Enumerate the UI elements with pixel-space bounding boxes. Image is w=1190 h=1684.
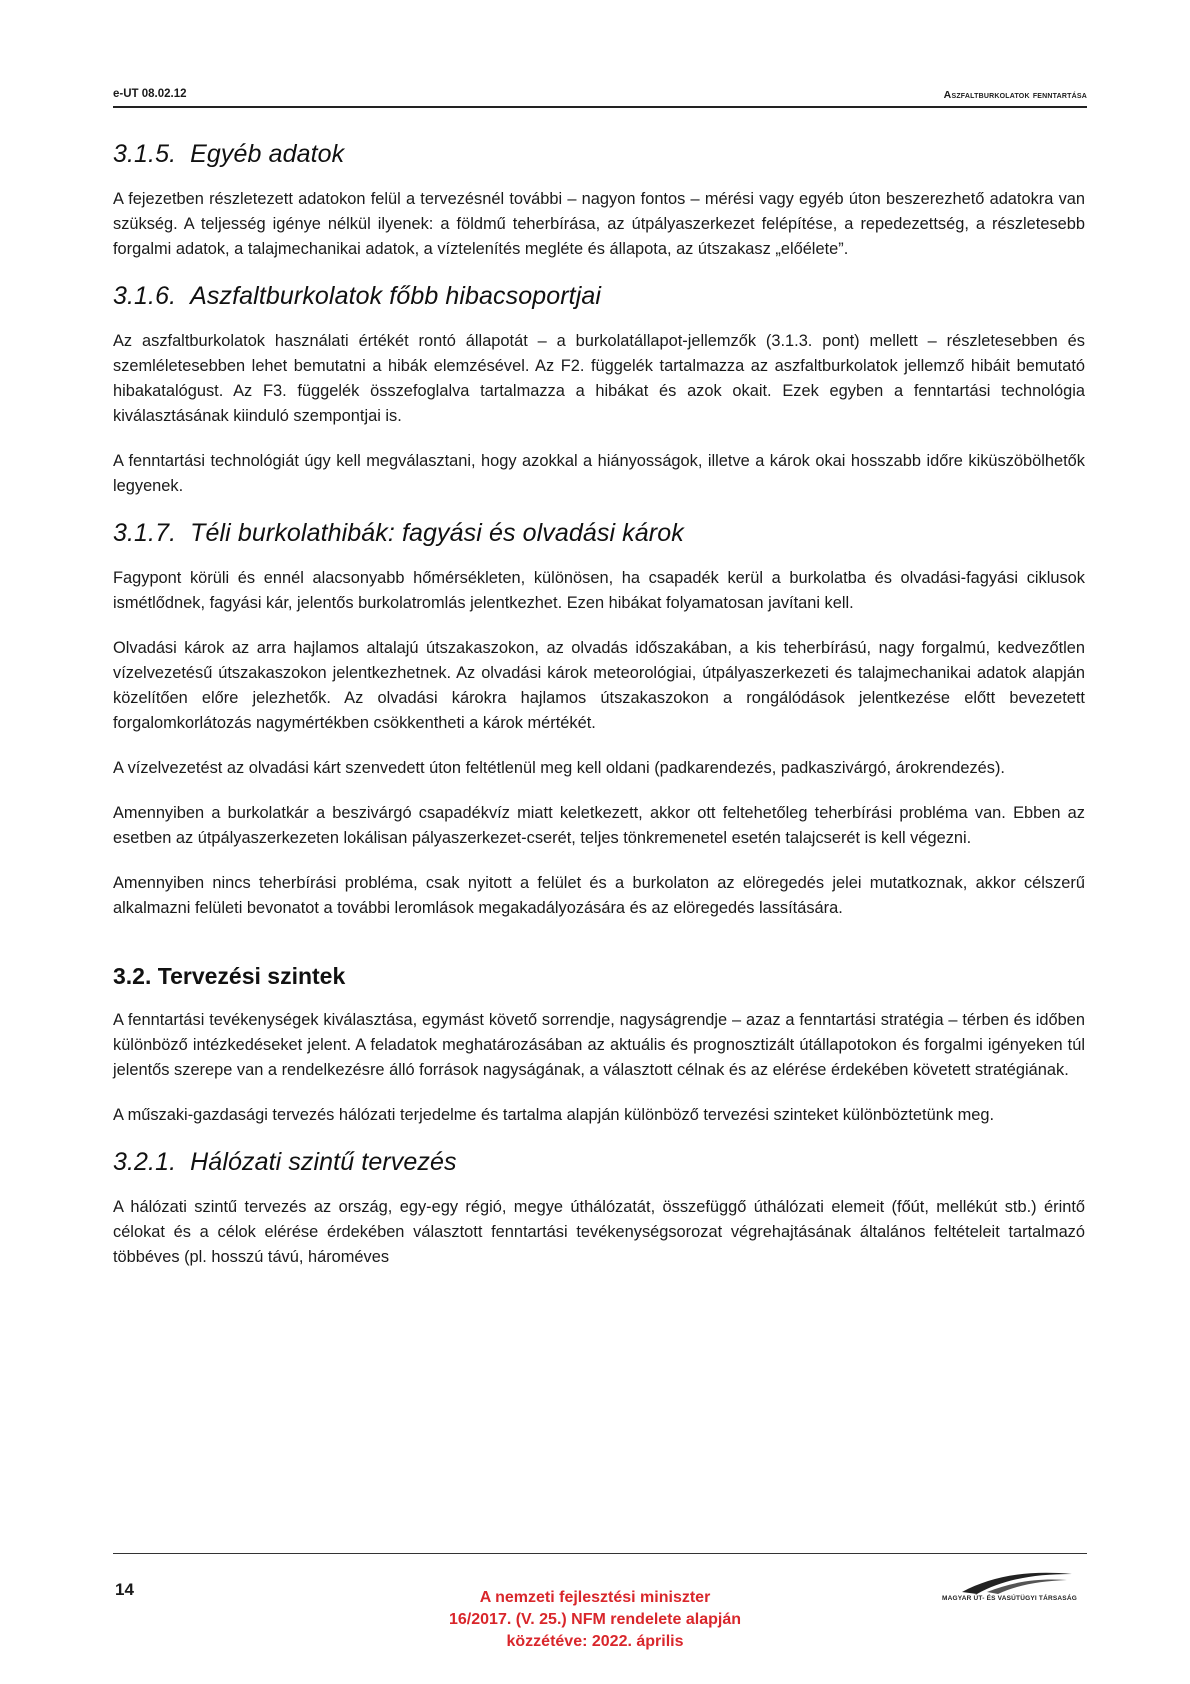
paragraph: Amennyiben nincs teherbírási probléma, csak nyitott a felület és a burkolaton az elöregedés jelei mutatkoznak, akkor célszerű alkalmazni felületi bevonatot a további leromlások megakadályozására és az elöregedés lassítására.: [113, 874, 1085, 917]
heading-3-1-7: [113, 519, 1085, 548]
running-title: Aszfaltburkolatok fenntartása: [943, 89, 1087, 101]
heading-title: Hálózati szintű tervezés: [190, 1148, 457, 1176]
footer-divider: [113, 1553, 1087, 1554]
publication-notice: [360, 1587, 830, 1653]
heading-3-2: 3.2. Tervezési szintek: [113, 963, 346, 989]
notice-line: közzétéve: 2022. április: [506, 1633, 684, 1650]
paragraph: A hálózati szintű tervezés az ország, egy-egy régió, megye úthálózatát, összefüggő úthálózati elemeit (főút, mellékút stb.) érintő célokat és a célok elérése érdekében választott fenntartási tevékenységsorozat végrehajtásának általános feltételeit tartalmazó többéves (pl. hosszú távú, hároméves: [113, 1198, 1085, 1266]
page-content: [113, 140, 1085, 1290]
heading-3-2-1: [113, 1148, 1085, 1177]
paragraph: Fagypont körüli és ennél alacsonyabb hőmérsékleten, különösen, ha csapadék kerül a burkolatba és olvadási-fagyási ciklusok ismétlődnek, fagyási kár, jelentős burkolatromlás jelentkezhet. Ezen hibákat folyamatosan javítani kell.: [113, 569, 1085, 612]
paragraph: Az aszfaltburkolatok használati értékét rontó állapotát – a burkolatállapot-jellemzők (3.1.3. pont) mellett – részletesebben és szemléletesebben lehet bemutatni a hibák elemzésével. Az F2. függelék tartalmazza az aszfaltburkolatok jellemző hibáit bemutató hibakatalógust. Az F3. függelék összefoglalva tartalmazza a hibákat és azok okait. Ezek egyben a fenntartási technológia kiválasztásának kiinduló szempontjai is.: [113, 332, 1085, 425]
notice-line: A nemzeti fejlesztési miniszter: [479, 1589, 711, 1606]
heading-title: Téli burkolathibák: fagyási és olvadási károk: [190, 519, 684, 547]
notice-line: 16/2017. (V. 25.) NFM rendelete alapján: [449, 1611, 741, 1628]
society-logo: [932, 1568, 1087, 1608]
paragraph: A fenntartási technológiát úgy kell megválasztani, hogy azokkal a hiányosságok, illetve a károk okai hosszabb időre kiküszöbölhetők legyenek.: [113, 452, 1085, 495]
paragraph: A fenntartási tevékenységek kiválasztása, egymást követő sorrendje, nagyságrendje – azaz a fenntartási stratégia – térben és időben különböző intézkedéseket jelent. A feladatok meghatározásában az aktuális és prognosztizált útállapotokon és forgalmi igényeken túl jelentős szerepe van a rendelkezésre álló források nagyságának, a választott célnak és az elérése érdekében követett stratégiának.: [113, 1011, 1085, 1079]
document-code: e-UT 08.02.12: [113, 88, 187, 100]
heading-3-1-5: [113, 140, 1085, 169]
paragraph: Amennyiben a burkolatkár a beszivárgó csapadékvíz miatt keletkezett, akkor ott feltehetőleg teherbírási probléma van. Ebben az esetben az útpályaszerkezeten lokálisan pályaszerkezet-cserét, teljes tönkremenetel esetén talajcserét is kell végezni.: [113, 804, 1085, 847]
paragraph: A vízelvezetést az olvadási kárt szenvedett úton feltétlenül meg kell oldani (padkarendezés, padkaszivárgó, árokrendezés).: [113, 759, 1005, 777]
logo-text: MAGYAR ÚT- ÉS VASÚTÜGYI TÁRSASÁG: [942, 1595, 1077, 1602]
heading-number: 3.1.7.: [113, 519, 177, 547]
heading-number: 3.1.5.: [113, 140, 177, 168]
heading-number: 3.2.1.: [113, 1148, 177, 1176]
road-swoosh-icon: [932, 1568, 1087, 1596]
heading-3-1-6: [113, 282, 1085, 311]
heading-title: Egyéb adatok: [190, 140, 345, 168]
page-number: 14: [115, 1580, 134, 1599]
heading-title: Aszfaltburkolatok főbb hibacsoportjai: [190, 282, 602, 310]
paragraph: A műszaki-gazdasági tervezés hálózati terjedelme és tartalma alapján különböző tervezési szinteket különböztetünk meg.: [113, 1106, 995, 1124]
paragraph: Olvadási károk az arra hajlamos altalajú útszakaszokon, az olvadás időszakában, a kis teherbírású, nagy forgalmú, kedvezőtlen vízelvezetésű útszakaszokon jelentkezhetnek. Az olvadási károk meteorológiai, útpályaszerkezeti és talajmechanikai adatok alapján közelítően előre jelezhetők. Az olvadási károkra hajlamos útszakaszokon a rongálódások jelentkezése előtt bevezetett forgalomkorlátozás nagymértékben csökkentheti a károk mértékét.: [113, 639, 1085, 732]
page-header: [113, 86, 1087, 108]
heading-number: 3.1.6.: [113, 282, 177, 310]
paragraph: A fejezetben részletezett adatokon felül a tervezésnél további – nagyon fontos – mérési vagy egyéb úton beszerezhető adatokra van szükség. A teljesség igénye nélkül ilyenek: a földmű teherbírása, az útpályaszerkezet felépítése, a repedezettség, a részletesebb forgalmi adatok, a talajmechanikai adatok, a víztelenítés megléte és állapota, az útszakasz „előélete”.: [113, 190, 1085, 258]
